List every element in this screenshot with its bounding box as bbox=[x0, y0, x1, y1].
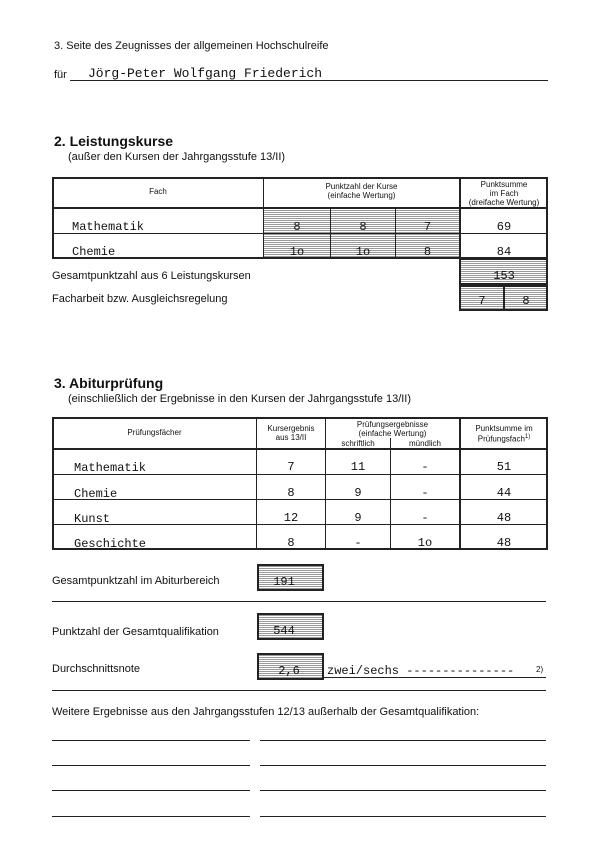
th-faecher: Prüfungsfächer bbox=[127, 428, 182, 437]
abi-row2-kurs: 8 bbox=[287, 486, 295, 500]
th-summe3-2: Prüfungsfach$^{1)}$ bbox=[477, 434, 531, 444]
page-header: 3. Seite des Zeugnisses der allgemeinen Hochschulreife bbox=[54, 40, 329, 52]
th-pe-2: (einfache Wertung) bbox=[358, 429, 427, 438]
th-fach: Fach bbox=[149, 187, 167, 196]
average-grade-value: 2,6 bbox=[278, 664, 300, 678]
abi-row2-summe: 44 bbox=[496, 486, 512, 500]
lk-row1-k2: 8 bbox=[359, 220, 367, 234]
footnote-marker: 2) bbox=[536, 665, 544, 674]
abitur-total-value: 191 bbox=[273, 575, 295, 589]
abi-row4-kurs: 8 bbox=[287, 536, 295, 550]
facharbeit-b: 8 bbox=[522, 294, 530, 308]
lk-row2-fach: Chemie bbox=[72, 245, 116, 259]
facharbeit-a: 7 bbox=[478, 294, 486, 308]
abi-row4-schriftlich: - bbox=[354, 536, 362, 550]
th-schriftlich: schriftlich bbox=[341, 439, 375, 448]
section2-subtitle: (außer den Kursen der Jahrgangsstufe 13/II) bbox=[68, 151, 286, 163]
gesamt-lk-value: 153 bbox=[493, 269, 515, 283]
abi-row3-summe: 48 bbox=[496, 511, 512, 525]
th-summe-2: im Fach bbox=[489, 189, 519, 198]
abi-row4-muendlich: 1o bbox=[417, 536, 433, 550]
abi-row4-summe: 48 bbox=[496, 536, 512, 550]
recipient-underline bbox=[70, 80, 548, 81]
recipient-name: Jörg-Peter Wolfgang Friederich bbox=[88, 66, 323, 81]
th-kurs-2: aus 13/II bbox=[275, 433, 307, 442]
th-summe3-1: Punktsumme im bbox=[475, 424, 533, 433]
abi-row2-fach: Chemie bbox=[74, 487, 118, 501]
average-grade-label: Durchschnittsnote bbox=[52, 663, 141, 675]
section3-subtitle: (einschließlich der Ergebnisse in den Kursen der Jahrgangsstufe 13/II) bbox=[68, 393, 412, 405]
qualification-value: 544 bbox=[273, 624, 295, 638]
abi-row1-fach: Mathematik bbox=[74, 461, 147, 475]
lk-row2-k3: 8 bbox=[423, 245, 432, 259]
lk-row1-k1: 8 bbox=[293, 220, 301, 234]
gesamt-lk-label: Gesamtpunktzahl aus 6 Leistungskursen bbox=[52, 270, 251, 282]
abi-row2-schriftlich: 9 bbox=[354, 486, 362, 500]
abi-row4-fach: Geschichte bbox=[74, 537, 147, 551]
abitur-total-label: Gesamtpunktzahl im Abiturbereich bbox=[52, 575, 220, 587]
th-punktzahl-2: (einfache Wertung) bbox=[327, 191, 396, 200]
facharbeit-label: Facharbeit bzw. Ausgleichsregelung bbox=[52, 293, 228, 305]
th-kurs-1: Kursergebnis bbox=[267, 424, 315, 433]
abi-row3-fach: Kunst bbox=[74, 512, 111, 526]
abi-row2-muendlich: - bbox=[421, 486, 429, 500]
th-muendlich: mündlich bbox=[408, 439, 441, 448]
abi-row1-summe: 51 bbox=[496, 460, 512, 474]
section2-title: 2. Leistungskurse bbox=[54, 133, 174, 149]
abi-row1-schriftlich: 11 bbox=[350, 460, 366, 474]
lk-row2-k2: 1o bbox=[355, 245, 371, 259]
abi-row3-schriftlich: 9 bbox=[354, 511, 362, 525]
th-summe-3: (dreifache Wertung) bbox=[468, 198, 540, 207]
th-punktzahl-1: Punktzahl der Kurse bbox=[325, 182, 398, 191]
th-pe-1: Prüfungsergebnisse bbox=[356, 420, 429, 429]
lk-row2-summe: 84 bbox=[496, 245, 512, 259]
th-summe-1: Punktsumme bbox=[480, 180, 528, 189]
section3-title: 3. Abiturprüfung bbox=[54, 375, 164, 391]
abi-row1-muendlich: - bbox=[421, 460, 429, 474]
lk-row1-fach: Mathematik bbox=[72, 220, 145, 234]
recipient-label: für bbox=[54, 69, 67, 81]
qualification-label: Punktzahl der Gesamtqualifikation bbox=[52, 626, 219, 638]
abi-row3-muendlich: - bbox=[421, 511, 429, 525]
lk-row1-k3: 7 bbox=[423, 220, 432, 234]
lk-row2-k1: 1o bbox=[289, 245, 305, 259]
abi-row1-kurs: 7 bbox=[287, 460, 295, 474]
abi-row3-kurs: 12 bbox=[283, 511, 299, 525]
weitere-ergebnisse-label: Weitere Ergebnisse aus den Jahrgangsstufen 12/13 außerhalb der Gesamtqualifikation: bbox=[52, 706, 480, 718]
lk-row1-summe: 69 bbox=[496, 220, 512, 234]
average-grade-words: zwei/sechs --------------- bbox=[327, 664, 515, 678]
